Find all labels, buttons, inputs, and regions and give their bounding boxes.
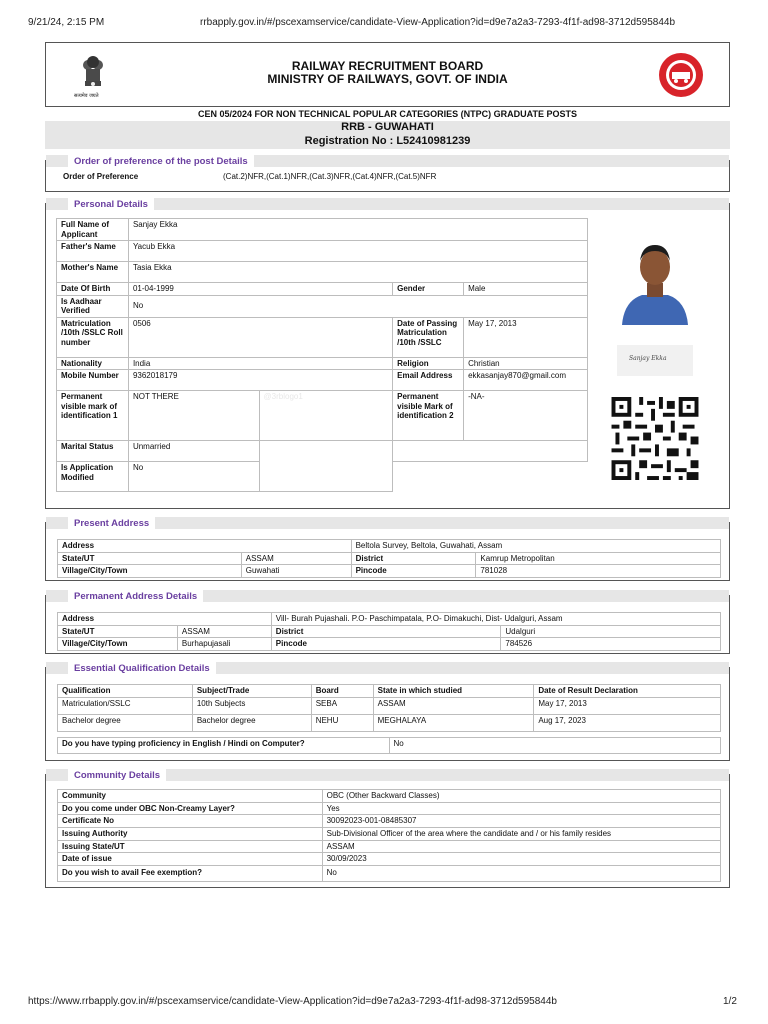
table-row <box>57 317 588 357</box>
table-row <box>58 613 721 626</box>
table-row <box>58 802 721 815</box>
qualification-header: Qualification <box>58 685 193 698</box>
mark1-label: Permanent visible mark of identification 1 <box>57 391 129 441</box>
table-row <box>58 540 721 553</box>
nationality-label: Nationality <box>57 357 129 370</box>
present-state-value: ASSAM <box>241 552 351 565</box>
non-creamy-label: Do you come under OBC Non-Creamy Layer? <box>58 802 323 815</box>
present-pincode-label: Pincode <box>351 565 476 578</box>
marital-value: Unmarried <box>128 441 259 462</box>
roll-value: 0506 <box>128 317 392 357</box>
typing-label: Do you have typing proficiency in English / Hindi on Computer? <box>58 738 390 754</box>
permanent-address-value: Vill- Burah Pujashali. P.O- Paschimpatala, P.O- Dimakuchi, Dist- Udalguri, Assam <box>271 613 720 626</box>
mother-name-value: Tasia Ekka <box>128 262 587 283</box>
section-title-preference: Order of preference of the post Details <box>68 155 254 169</box>
permanent-pincode-label: Pincode <box>271 638 501 651</box>
print-datetime: 9/21/24, 2:15 PM <box>28 17 105 28</box>
table-cell: MEGHALAYA <box>373 714 534 731</box>
email-label: Email Address <box>393 370 464 391</box>
table-row <box>58 853 721 866</box>
section-permanent-address <box>45 591 730 654</box>
typing-table <box>57 737 721 754</box>
roll-label: Matriculation /10th /SSLC Roll number <box>57 317 129 357</box>
table-row <box>58 714 721 731</box>
present-district-value: Kamrup Metropolitan <box>476 552 721 565</box>
present-address-label: Address <box>58 540 352 553</box>
section-title-permanent: Permanent Address Details <box>68 590 203 604</box>
section-present-address <box>45 518 730 581</box>
section-title-personal: Personal Details <box>68 198 154 212</box>
table-cell: Matriculation/SSLC <box>58 697 193 714</box>
issue-date-label: Date of issue <box>58 853 323 866</box>
permanent-state-value: ASSAM <box>177 625 271 638</box>
passing-date-label: Date of Passing Matriculation /10th /SSLC <box>393 317 464 357</box>
section-title-qualification: Essential Qualification Details <box>68 662 216 676</box>
table-row <box>58 565 721 578</box>
issuing-authority-value: Sub-Divisional Officer of the area where the candidate and / or his family resides <box>322 827 720 840</box>
section-title-community: Community Details <box>68 769 166 783</box>
signature-box <box>617 345 693 376</box>
gender-label: Gender <box>393 283 464 296</box>
applicant-signature: Sanjay Ekka <box>629 355 667 362</box>
dob-value: 01-04-1999 <box>128 283 392 296</box>
table-row <box>57 357 588 370</box>
email-value: ekkasanjay870@gmail.com <box>464 370 588 391</box>
table-row <box>57 241 588 262</box>
table-row <box>57 283 588 296</box>
table-cell: Bachelor degree <box>58 714 193 731</box>
qualification-table <box>57 684 721 732</box>
header-box <box>45 42 730 107</box>
print-url-bottom: https://www.rrbapply.gov.in/#/pscexamservice/candidate-View-Application?id=d9e7a2a3-7293-4f1f-ad98-3712d595844b <box>28 996 557 1007</box>
community-table <box>57 789 721 882</box>
indian-railways-logo-icon <box>658 52 704 98</box>
qr-code-icon <box>611 397 699 480</box>
mark2-label: Permanent visible Mark of identification 2 <box>393 391 464 441</box>
state-header: State in which studied <box>373 685 534 698</box>
table-row <box>58 625 721 638</box>
table-cell: NEHU <box>311 714 373 731</box>
mark1-value: NOT THERE <box>128 391 259 441</box>
preference-label: Order of Preference <box>63 172 139 181</box>
mobile-label: Mobile Number <box>57 370 129 391</box>
issuing-authority-label: Issuing Authority <box>58 827 323 840</box>
religion-value: Christian <box>464 357 588 370</box>
permanent-pincode-value: 784526 <box>501 638 721 651</box>
passing-date-value: May 17, 2013 <box>464 317 588 357</box>
table-row <box>57 391 588 441</box>
mark2-value: -NA- <box>464 391 588 441</box>
print-url-top: rrbapply.gov.in/#/pscexamservice/candidate-View-Application?id=d9e7a2a3-7293-4f1f-ad98-3712d595844b <box>200 17 676 28</box>
cen-title: CEN 05/2024 FOR NON TECHNICAL POPULAR CATEGORIES (NTPC) GRADUATE POSTS <box>197 109 578 119</box>
full-name-value: Sanjay Ekka <box>128 219 587 241</box>
watermark-cell <box>259 391 393 441</box>
non-creamy-value: Yes <box>322 802 720 815</box>
fee-exemption-value: No <box>322 865 720 881</box>
present-village-label: Village/City/Town <box>58 565 242 578</box>
table-row <box>57 441 588 462</box>
present-address-value: Beltola Survey, Beltola, Guwahati, Assam <box>351 540 720 553</box>
table-cell: May 17, 2013 <box>534 697 721 714</box>
modified-label: Is Application Modified <box>57 462 129 492</box>
permanent-village-label: Village/City/Town <box>58 638 178 651</box>
full-name-label: Full Name of Applicant <box>57 219 129 241</box>
table-row <box>57 462 588 492</box>
issue-date-value: 30/09/2023 <box>322 853 720 866</box>
aadhaar-value: No <box>128 295 587 317</box>
present-state-label: State/UT <box>58 552 242 565</box>
table-row <box>57 295 588 317</box>
permanent-address-table <box>57 612 721 651</box>
table-row <box>58 827 721 840</box>
table-row <box>57 219 588 241</box>
issuing-state-value: ASSAM <box>322 840 720 853</box>
present-address-table <box>57 539 721 578</box>
typing-value: No <box>389 738 720 754</box>
marital-label: Marital Status <box>57 441 129 462</box>
religion-label: Religion <box>393 357 464 370</box>
permanent-address-label: Address <box>58 613 272 626</box>
board-title: RAILWAY RECRUITMENT BOARD <box>291 59 484 73</box>
print-page-number: 1/2 <box>723 996 737 1007</box>
subject-header: Subject/Trade <box>192 685 311 698</box>
fee-exemption-label: Do you wish to avail Fee exemption? <box>58 865 323 881</box>
section-personal <box>45 199 730 509</box>
aadhaar-label: Is Aadhaar Verified <box>57 295 129 317</box>
issuing-state-label: Issuing State/UT <box>58 840 323 853</box>
applicant-photo <box>616 237 694 325</box>
ministry-title: MINISTRY OF RAILWAYS, GOVT. OF INDIA <box>267 72 508 86</box>
modified-value: No <box>128 462 259 492</box>
permanent-village-value: Burhapujasali <box>177 638 271 651</box>
gender-value: Male <box>464 283 588 296</box>
certificate-no-value: 30092023-001-08485307 <box>322 815 720 828</box>
permanent-state-label: State/UT <box>58 625 178 638</box>
present-village-value: Guwahati <box>241 565 351 578</box>
table-row <box>58 738 721 754</box>
table-cell: Aug 17, 2023 <box>534 714 721 731</box>
section-community <box>45 770 730 888</box>
table-cell: SEBA <box>311 697 373 714</box>
personal-table <box>56 218 588 492</box>
community-label: Community <box>58 790 323 803</box>
table-row <box>58 790 721 803</box>
permanent-district-value: Udalguri <box>501 625 721 638</box>
section-title-present: Present Address <box>68 517 155 531</box>
community-value: OBC (Other Backward Classes) <box>322 790 720 803</box>
dob-label: Date Of Birth <box>57 283 129 296</box>
watermark-text: @3rblogo1 <box>263 392 303 401</box>
table-row <box>57 370 588 391</box>
preference-value: (Cat.2)NFR,(Cat.1)NFR,(Cat.3)NFR,(Cat.4)NFR,(Cat.5)NFR <box>223 172 437 181</box>
table-row <box>58 552 721 565</box>
table-cell: Bachelor degree <box>192 714 311 731</box>
result-date-header: Date of Result Declaration <box>534 685 721 698</box>
table-row <box>58 638 721 651</box>
permanent-district-label: District <box>271 625 501 638</box>
present-pincode-value: 781028 <box>476 565 721 578</box>
mobile-value: 9362018179 <box>128 370 392 391</box>
present-district-label: District <box>351 552 476 565</box>
registration-number: Registration No : L52410981239 <box>304 135 471 147</box>
table-row <box>57 262 588 283</box>
emblem-caption: सत्यमेव जयते <box>74 93 99 99</box>
rrb-name: RRB - GUWAHATI <box>341 121 434 133</box>
table-row <box>58 815 721 828</box>
table-header-row <box>58 685 721 698</box>
father-name-value: Yacub Ekka <box>128 241 587 262</box>
certificate-no-label: Certificate No <box>58 815 323 828</box>
table-row <box>58 840 721 853</box>
table-row <box>58 697 721 714</box>
section-preference <box>45 156 730 192</box>
mother-name-label: Mother's Name <box>57 262 129 283</box>
table-cell: ASSAM <box>373 697 534 714</box>
father-name-label: Father's Name <box>57 241 129 262</box>
table-cell: 10th Subjects <box>192 697 311 714</box>
board-header: Board <box>311 685 373 698</box>
table-row <box>58 865 721 881</box>
section-qualification <box>45 663 730 761</box>
nationality-value: India <box>128 357 392 370</box>
